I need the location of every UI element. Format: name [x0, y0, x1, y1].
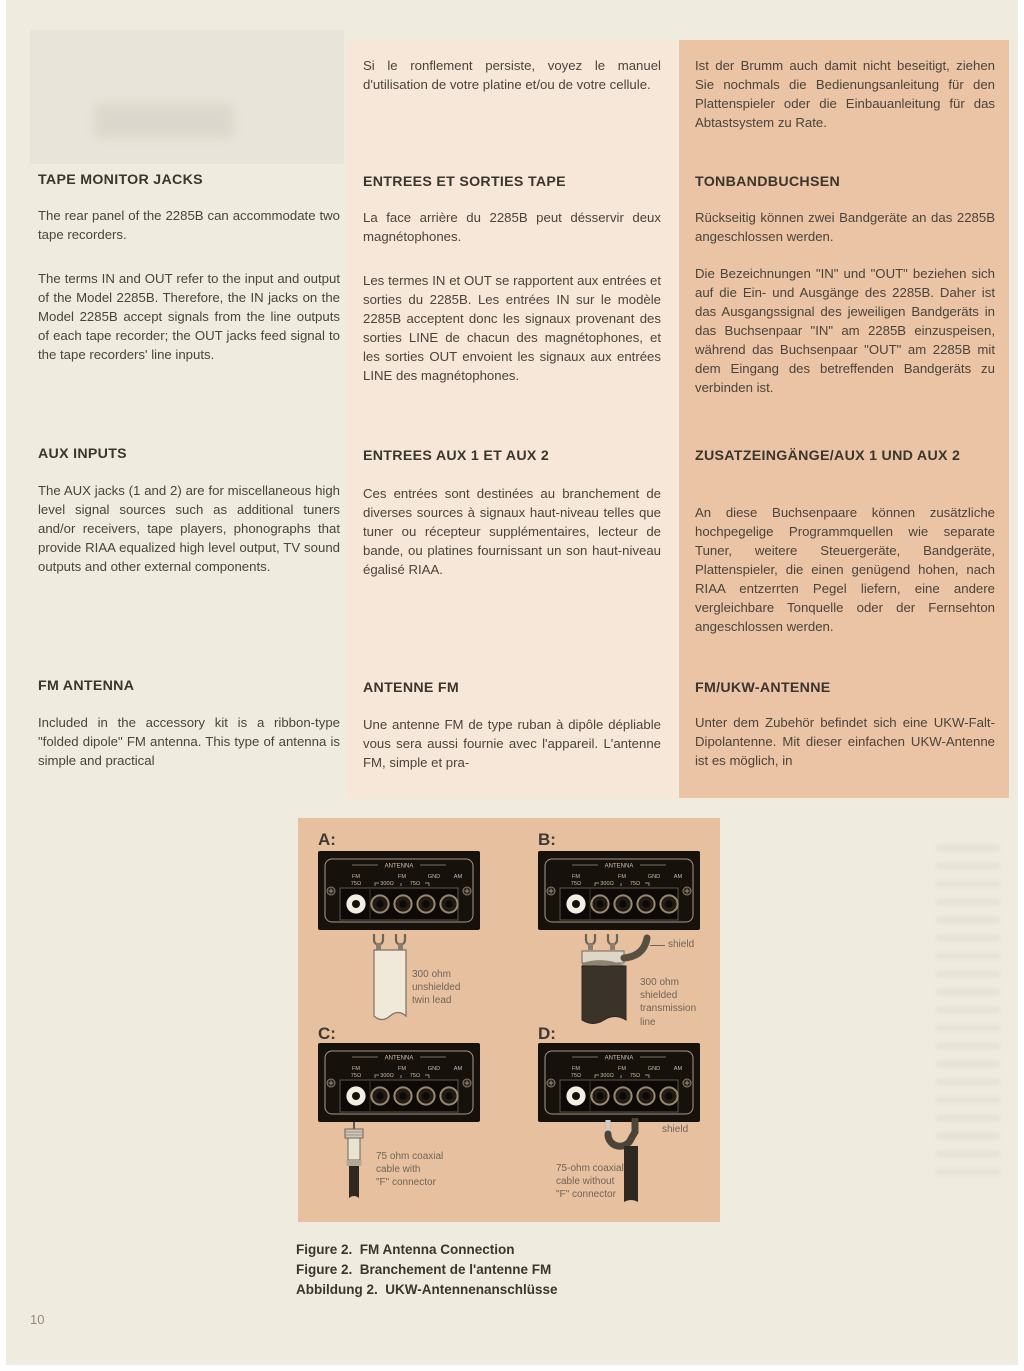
manual-page — [6, 0, 1018, 1365]
section-heading-fm-antenna: FM ANTENNA — [38, 678, 135, 694]
paragraph: The rear panel of the 2285B can accommodate two tape recorders. — [38, 208, 340, 242]
paragraph: Included in the accessory kit is a ribbon-type "folded dipole" FM antenna. This type of antenna is simple and practical — [38, 715, 340, 768]
antenna-terminal-panel-a — [318, 851, 480, 930]
section-heading-tape-monitor-jacks: TAPE MONITOR JACKS — [38, 172, 203, 188]
french-intro-paragraph: Si le ronflement persiste, voyez le manuel d'utilisation de votre platine et/ou de votre cellule. — [363, 58, 661, 92]
antenna-terminal-panel-b — [538, 851, 700, 930]
figure-panel-b-label: B: — [538, 830, 556, 849]
paragraph: An diese Buchsenpaare können zusätzliche hochpegelige Programmquellen wie separate Tuner, weitere Steuergeräte, Bandgeräte, Plattenspieler, die einen genügend hohen, nach RIAA entzerrten Pegel liefern, eine andere vergleichbare Tonquelle oder der Fernsehton angeschlossen werden. — [695, 505, 995, 634]
paragraph: Les termes IN et OUT se rapportent aux entrées et sorties du 2285B. Les entrées IN sur le modèle 2285B acceptent donc les signaux provenant des sorties LINE de chacun des magnétophones, et les sorties OUT envoient les signaux aux entrées LINE des magnétophones. — [363, 273, 661, 383]
figure-panel-d-shield-label: shield — [662, 1124, 689, 1135]
antenna-terminal-panel-c — [318, 1043, 480, 1122]
shield-callout-line — [650, 945, 665, 946]
scan-bleedthrough — [30, 30, 344, 164]
section-heading-entrees-aux: ENTREES AUX 1 ET AUX 2 — [363, 448, 550, 464]
figure-panel-d-annotation: 75-ohm coaxial cable without "F" connector — [556, 1163, 624, 1201]
section-heading-aux-inputs: AUX INPUTS — [38, 446, 127, 462]
paragraph: Unter dem Zubehör befindet sich eine UKW-Falt-Dipolantenne. Mit dieser einfachen UKW-Antenne ist es möglich, in — [695, 715, 995, 768]
german-intro-paragraph: Ist der Brumm auch damit nicht beseitigt, ziehen Sie nochmals die Bedienungsanleitung für den Plattenspieler oder die Einbauanleitung für das Abtastsystem zu Rate. — [695, 58, 995, 130]
figure-caption-english: Figure 2. FM Antenna Connection — [296, 1242, 515, 1257]
figure-panel-c-label: C: — [318, 1024, 336, 1043]
section-heading-entrees-sorties-tape: ENTREES ET SORTIES TAPE — [363, 174, 566, 190]
paragraph: Rückseitig können zwei Bandgeräte an das 2285B angeschlossen werden. — [695, 210, 995, 244]
paragraph: The AUX jacks (1 and 2) are for miscellaneous high level signal sources such as additional tuners and/or receivers, tape players, phonographs that provide RIAA equalized high level output, TV sound outputs and other external components. — [38, 483, 340, 574]
paragraph: Die Bezeichnungen "IN" und "OUT" beziehen sich auf die Ein- und Ausgänge des 2285B. Daher ist das Ausgangssignal des jeweiligen Bandgeräts in das Buchsenpaar "IN" am 2285B einzuspeisen, während das Buchsenpaar "OUT" am 2285B mit dem Eingang des betreffenden Bandgeräts zu verbinden ist. — [695, 266, 995, 395]
figure-panel-b-shield-label: shield — [668, 939, 695, 950]
paragraph: La face arrière du 2285B peut désservir deux magnétophones. — [363, 210, 661, 244]
scan-ghosting-right — [936, 845, 1000, 1175]
figure-panel-d-label: D: — [538, 1024, 556, 1043]
figure-panel-b-annotation: 300 ohm shielded transmission line — [640, 977, 697, 1028]
paragraph: The terms IN and OUT refer to the input and output of the Model 2285B. Therefore, the IN jacks on the Model 2285B accept signals from the line outputs of each tape recorder; the OUT jacks feed signal to the tape recorders' line inputs. — [38, 271, 340, 362]
section-heading-antenne-fm: ANTENNE FM — [363, 680, 460, 696]
twin-lead-cable-graphic — [368, 932, 414, 1026]
section-heading-tonbandbuchsen: TONBANDBUCHSEN — [695, 174, 841, 190]
figure-2-illustration — [298, 818, 720, 1222]
section-heading-fm-ukw-antenne: FM/UKW-ANTENNE — [695, 680, 831, 696]
section-heading-zusatzeingaenge: ZUSATZEINGÄNGE/AUX 1 UND AUX 2 — [695, 448, 961, 464]
scan-bleedthrough-smudge — [94, 104, 234, 138]
figure-panel-a-annotation: 300 ohm unshielded twin lead — [412, 969, 461, 1007]
figure-panel-a-label: A: — [318, 830, 336, 849]
figure-panel-c-annotation: 75 ohm coaxial cable with "F" connector — [376, 1151, 444, 1189]
antenna-terminal-panel-d — [538, 1043, 700, 1122]
figure-caption-french: Figure 2. Branchement de l'antenne FM — [296, 1262, 552, 1277]
paragraph: Ces entrées sont destinées au branchement de diverses sources à signaux haut-niveau telles que tuner ou récepteur supplémentaires, lecteur de bande, ou platines fournissant un son haut-niveau égalisé RIAA. — [363, 486, 661, 577]
figure-caption-german: Abbildung 2. UKW-Antennenanschlüsse — [296, 1282, 558, 1297]
paragraph: Une antenne FM de type ruban à dipôle dépliable vous sera aussi fournie avec l'appareil. L'antenne FM, simple et pra- — [363, 717, 661, 770]
f-connector-cable-graphic — [340, 1122, 368, 1202]
figure-captions — [296, 1240, 716, 1300]
page-number: 10 — [30, 1312, 45, 1327]
